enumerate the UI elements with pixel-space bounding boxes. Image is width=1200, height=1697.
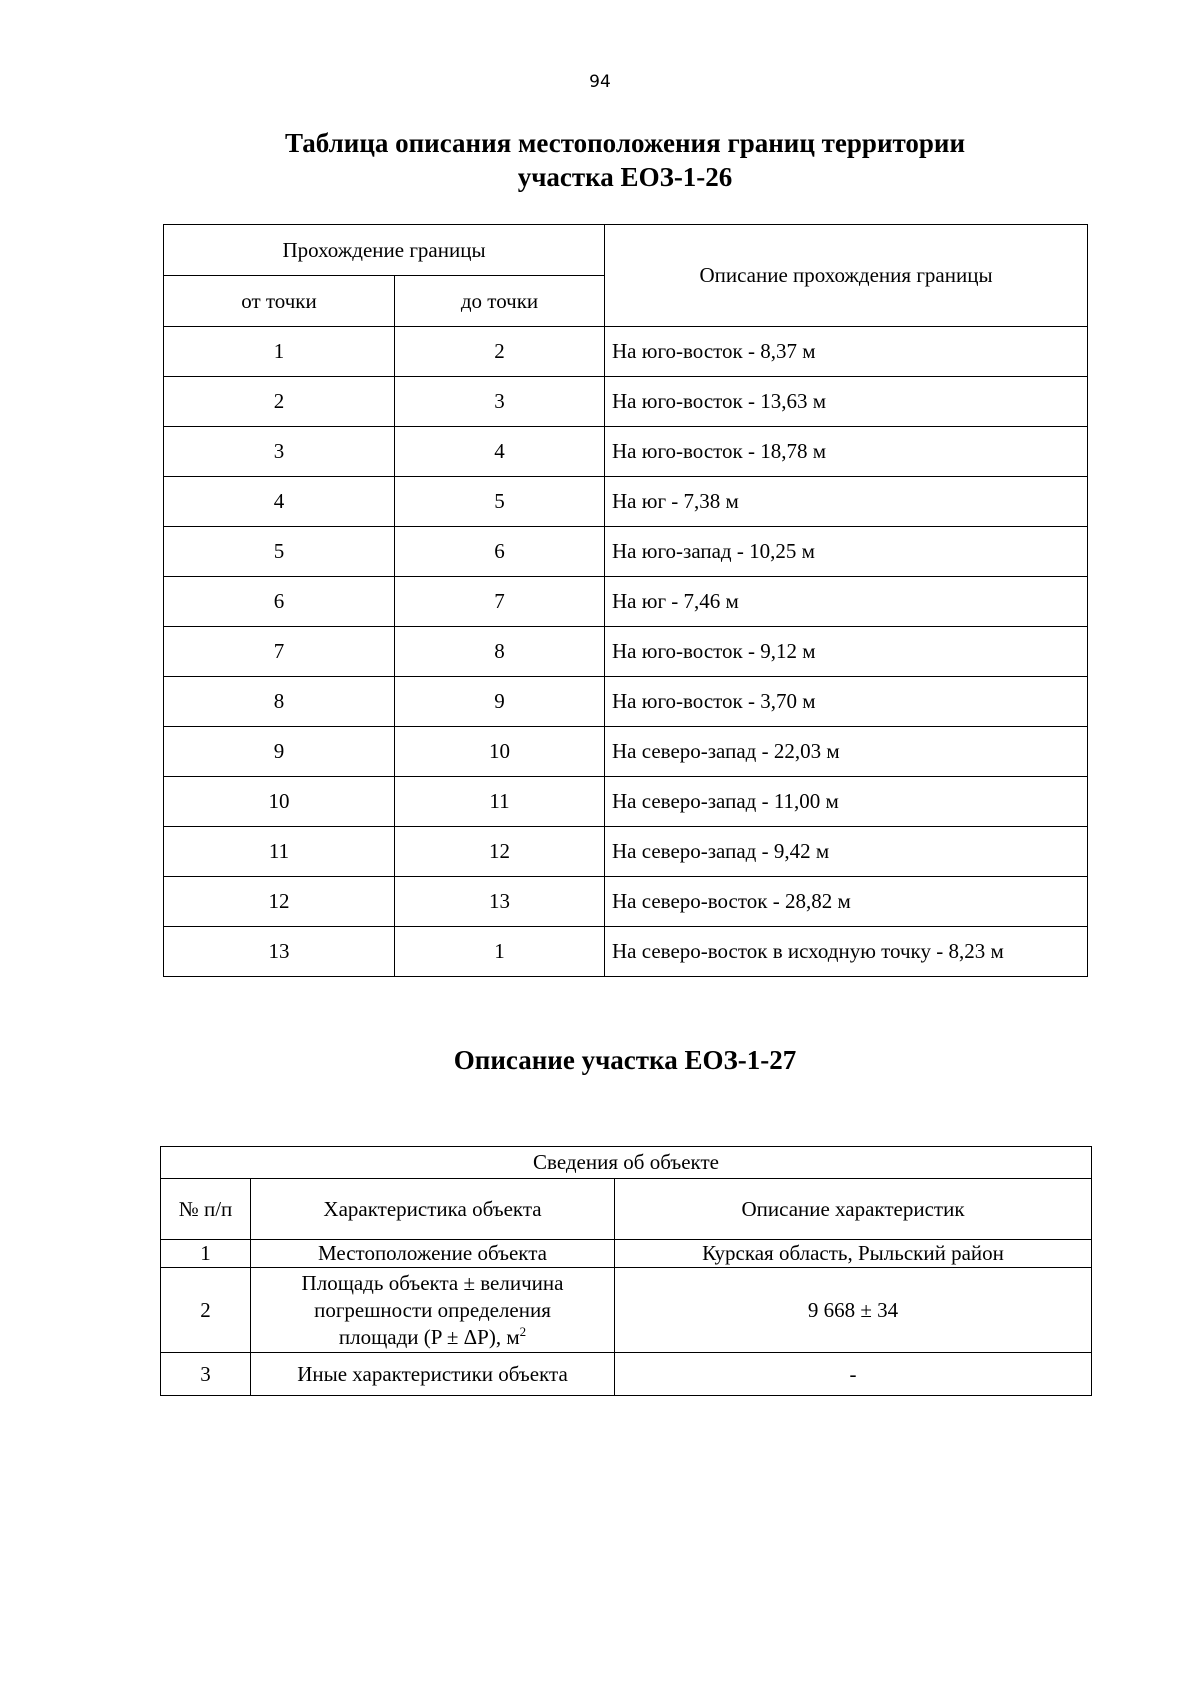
row-number: 3	[161, 1353, 251, 1396]
table-row	[164, 327, 1088, 377]
description-cell: На северо-запад - 22,03 м	[605, 727, 1088, 777]
description-cell: На юго-восток - 8,37 м	[605, 327, 1088, 377]
table-row	[164, 677, 1088, 727]
to-point-cell: 11	[395, 777, 605, 827]
description-cell: На юго-восток - 18,78 м	[605, 427, 1088, 477]
description-cell: На северо-восток - 28,82 м	[605, 877, 1088, 927]
title-line-1: Таблица описания местоположения границ территории	[284, 128, 966, 158]
header-number: № п/п	[161, 1179, 251, 1240]
from-point-cell: 5	[164, 527, 395, 577]
table-row	[164, 927, 1088, 977]
header-characteristic: Характеристика объекта	[251, 1179, 615, 1240]
header-passage: Прохождение границы	[164, 225, 605, 276]
description-cell: На юго-восток - 13,63 м	[605, 377, 1088, 427]
table-row	[164, 377, 1088, 427]
characteristic-cell	[251, 1268, 615, 1353]
from-point-cell: 6	[164, 577, 395, 627]
table-row	[164, 427, 1088, 477]
table-row	[164, 827, 1088, 877]
to-point-cell: 3	[395, 377, 605, 427]
table-row	[164, 577, 1088, 627]
table-row	[164, 477, 1088, 527]
to-point-cell: 6	[395, 527, 605, 577]
from-point-cell: 4	[164, 477, 395, 527]
to-point-cell: 1	[395, 927, 605, 977]
description-cell: На северо-запад - 11,00 м	[605, 777, 1088, 827]
boundary-table-title	[0, 126, 1200, 194]
from-point-cell: 9	[164, 727, 395, 777]
from-point-cell: 7	[164, 627, 395, 677]
table-row	[164, 727, 1088, 777]
description-cell: На северо-запад - 9,42 м	[605, 827, 1088, 877]
from-point-cell: 2	[164, 377, 395, 427]
characteristic-cell: Местоположение объекта	[251, 1240, 615, 1268]
table-row	[161, 1353, 1092, 1396]
to-point-cell: 8	[395, 627, 605, 677]
object-table	[160, 1146, 1092, 1396]
from-point-cell: 12	[164, 877, 395, 927]
to-point-cell: 13	[395, 877, 605, 927]
characteristic-line-text: площади (P ± ΔP), м	[338, 1324, 520, 1349]
value-cell: Курская область, Рыльский район	[615, 1240, 1092, 1268]
header-description: Описание прохождения границы	[605, 225, 1088, 327]
table-row	[161, 1240, 1092, 1268]
table-row	[164, 877, 1088, 927]
description-cell: На юго-восток - 3,70 м	[605, 677, 1088, 727]
unit-superscript: 2	[519, 1323, 527, 1339]
from-point-cell: 8	[164, 677, 395, 727]
to-point-cell: 7	[395, 577, 605, 627]
boundary-table	[163, 224, 1088, 977]
object-section-title: Описание участка ЕОЗ-1-27	[453, 1045, 797, 1075]
from-point-cell: 3	[164, 427, 395, 477]
to-point-cell: 4	[395, 427, 605, 477]
to-point-cell: 10	[395, 727, 605, 777]
table-row	[164, 627, 1088, 677]
header-to-point: до точки	[395, 276, 605, 327]
header-characteristic-description: Описание характеристик	[615, 1179, 1092, 1240]
description-cell: На юго-запад - 10,25 м	[605, 527, 1088, 577]
value-cell: -	[615, 1353, 1092, 1396]
description-cell: На северо-восток в исходную точку - 8,23 м	[605, 927, 1088, 977]
row-number: 2	[161, 1268, 251, 1353]
title-line-2: участка ЕОЗ-1-26	[517, 162, 733, 192]
from-point-cell: 1	[164, 327, 395, 377]
value-cell: 9 668 ± 34	[615, 1268, 1092, 1353]
characteristic-line: Площадь объекта ± величина	[301, 1270, 564, 1295]
from-point-cell: 11	[164, 827, 395, 877]
characteristic-line	[251, 1324, 614, 1351]
page-number: 94	[589, 72, 611, 92]
header-from-point: от точки	[164, 276, 395, 327]
table-row	[164, 777, 1088, 827]
to-point-cell: 2	[395, 327, 605, 377]
characteristic-line: погрешности определения	[314, 1297, 551, 1322]
description-cell: На юг - 7,38 м	[605, 477, 1088, 527]
characteristic-cell: Иные характеристики объекта	[251, 1353, 615, 1396]
table-row	[161, 1268, 1092, 1353]
table-row	[164, 527, 1088, 577]
row-number: 1	[161, 1240, 251, 1268]
to-point-cell: 5	[395, 477, 605, 527]
object-table-caption: Сведения об объекте	[161, 1147, 1092, 1179]
from-point-cell: 13	[164, 927, 395, 977]
to-point-cell: 12	[395, 827, 605, 877]
from-point-cell: 10	[164, 777, 395, 827]
description-cell: На юго-восток - 9,12 м	[605, 627, 1088, 677]
to-point-cell: 9	[395, 677, 605, 727]
description-cell: На юг - 7,46 м	[605, 577, 1088, 627]
